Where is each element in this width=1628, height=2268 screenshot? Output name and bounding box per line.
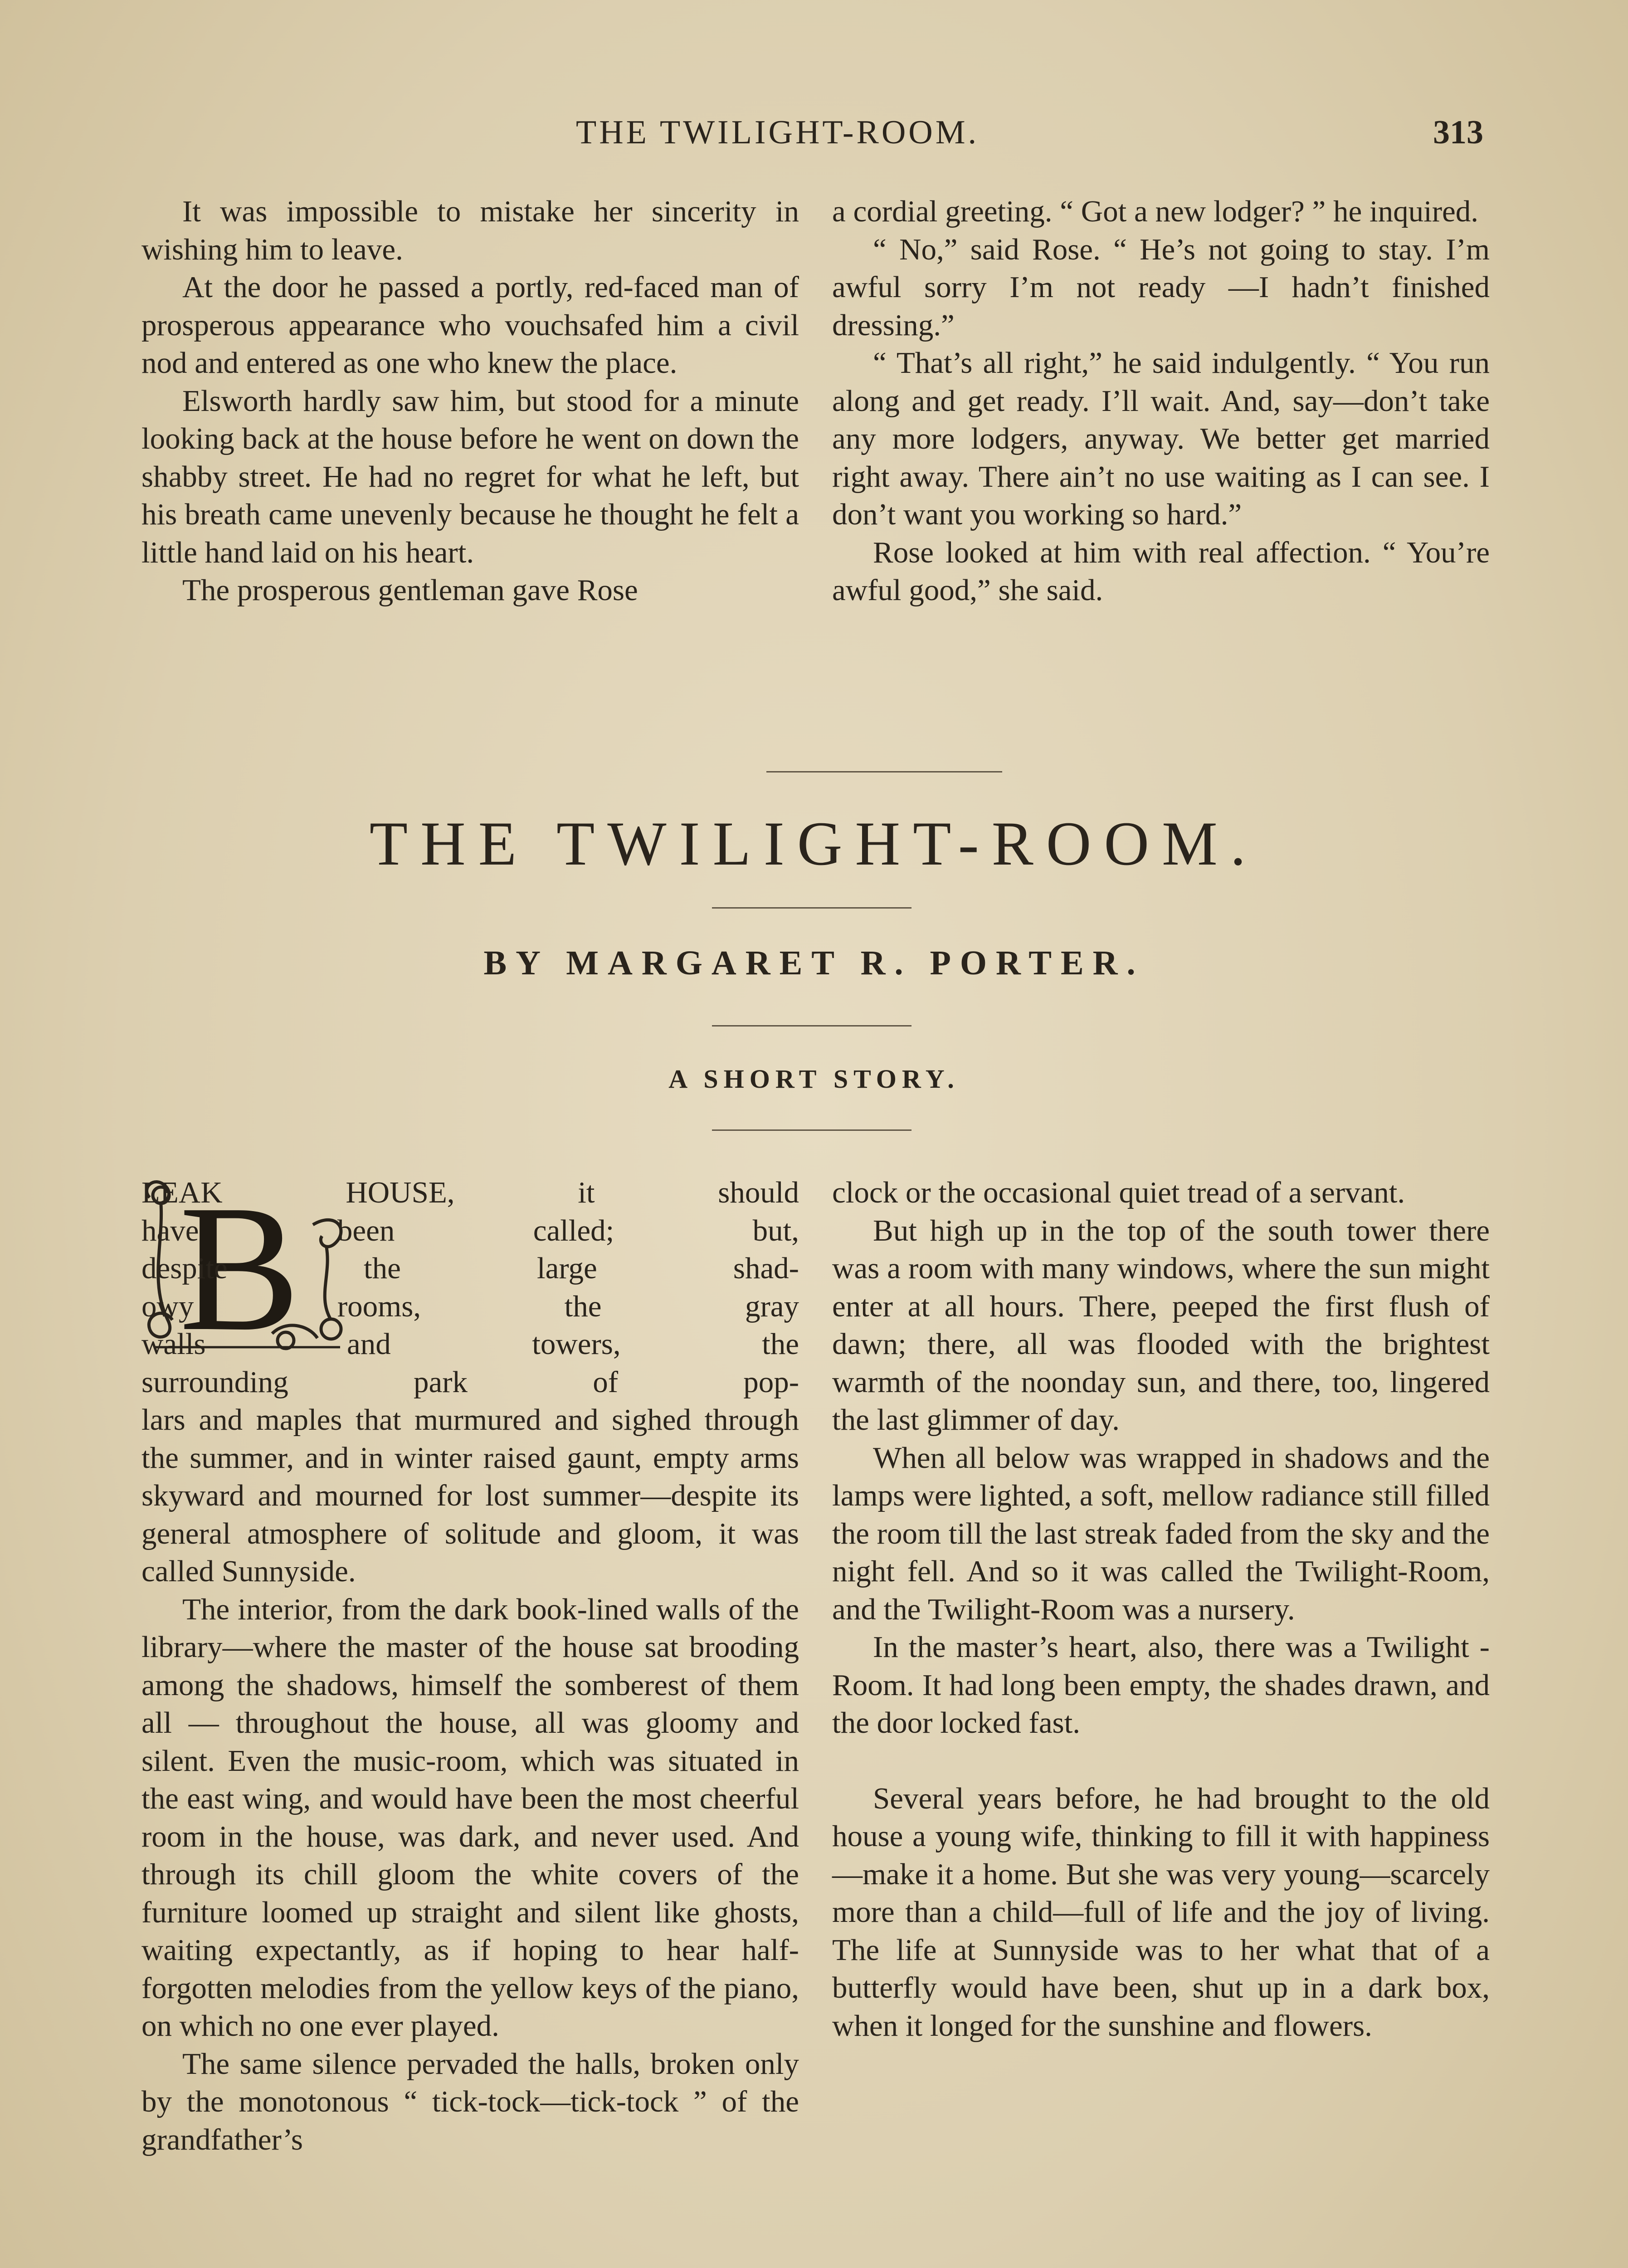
paragraph: Several years before, he had brought to the old house a young wife, thinking to fill it with happiness—make it a home. But she was very young—scarcely more than a child—full of life and the joy of living. The life at Sunnyside was to her what that of a butterfly would have been, shut up in a dark box, when it longed for the sunshine and flowers.: [832, 1781, 1490, 2043]
subtitle-rule: [712, 1129, 911, 1131]
lead-line: owy rooms, the gray: [141, 1289, 799, 1323]
prev-story-column-1: [141, 193, 799, 610]
paragraph: The interior, from the dark book-lined walls of the library—where the master of the house sat brooding among the shadows, himself the somberest of them all — throughout the house, all was gloomy and silent. Even the music-room, which was situated in the east wing, and would have been the most cheerful room in the house, was dark, and never used. And through its chill gloom the white covers of the furniture loomed up straight and silent like ghosts, waiting expectantly, as if hoping to hear half-forgotten melodies from the yellow keys of the piano, on which no one ever played.: [141, 1592, 799, 2043]
running-head: THE TWILIGHT-ROOM.: [576, 114, 980, 151]
paragraph: Elsworth hardly saw him, but stood for a minute looking back at the house before he went on down the shabby street. He had no regret for what he left, but his breath came unevenly because he thought he felt a little hand laid on his heart.: [141, 384, 799, 569]
page-header: [0, 113, 1628, 154]
lead-line: despite the large shad-: [141, 1251, 799, 1285]
paragraph: clock or the occasional quiet tread of a servant.: [832, 1176, 1405, 1209]
paragraph: When all below was wrapped in shadows and the lamps were lighted, a soft, mellow radiance still filled the room till the last streak faded from the sky and the night fell. And so it was called the Twilight-Room, and the Twilight-Room was a nursery.: [832, 1441, 1490, 1626]
paragraph: But high up in the top of the south tower there was a room with many windows, where the sun might enter at all hours. There, peeped the first flush of dawn; there, all was flooded with the brightest warmth of the noonday sun, and there, too, lingered the last glimmer of day.: [832, 1213, 1490, 1437]
section-divider: [766, 771, 1002, 772]
dropcap-letter: B: [179, 1170, 300, 1361]
section-gap: [832, 1742, 1490, 1780]
lead-line: surrounding park of pop-: [141, 1365, 799, 1399]
story-column-2: [832, 1174, 1490, 2045]
paragraph: At the door he passed a portly, red-faced man of prosperous appearance who vouchsafed him a civil nod and entered as one who knew the place.: [141, 270, 799, 380]
prev-story-column-2: [832, 193, 1490, 610]
story-byline: BY MARGARET R. PORTER.: [483, 944, 1145, 982]
story-title: THE TWILIGHT-ROOM.: [369, 809, 1259, 878]
paragraph: “ That’s all right,” he said indulgently. “ You run along and get ready. I’ll wait. And, say—don’t take any more lodgers, anyway. We better get married right away. There ain’t no use waiting as I can see. I don’t want you working so hard.”: [832, 346, 1490, 531]
title-rule: [712, 907, 911, 909]
paragraph: a cordial greeting. “ Got a new lodger? ” he inquired.: [832, 195, 1479, 228]
lead-line: have been called; but,: [141, 1213, 799, 1247]
page-number: 313: [1433, 114, 1483, 151]
paragraph: Rose looked at him with real affection. “ You’re awful good,” she said.: [832, 535, 1490, 607]
lead-line: LEAK HOUSE, it should: [141, 1176, 799, 1209]
story-column-1: [141, 1174, 799, 2159]
paragraph: In the master’s heart, also, there was a Twilight - Room. It had long been empty, the shades drawn, and the door locked fast.: [832, 1630, 1490, 1740]
paragraph: The prosperous gentleman gave Rose: [182, 573, 638, 607]
byline-rule: [712, 1025, 911, 1026]
paragraph: The same silence pervaded the halls, broken only by the monotonous “ tick-tock—tick-tock ” of the grandfather’s: [141, 2047, 799, 2156]
story-subtitle: A SHORT STORY.: [668, 1064, 960, 1094]
lead-line: walls and towers, the: [141, 1327, 799, 1361]
paragraph: “ No,” said Rose. “ He’s not going to stay. I’m awful sorry I’m not ready —I hadn’t finished dressing.”: [832, 232, 1490, 342]
paragraph: lars and maples that murmured and sighed through the summer, and in winter raised gaunt, empty arms skyward and mourned for lost summer—despite its general atmosphere of solitude and gloom, it was called Sunnyside.: [141, 1403, 799, 1588]
paragraph: It was impossible to mistake her sincerity in wishing him to leave.: [141, 195, 799, 266]
